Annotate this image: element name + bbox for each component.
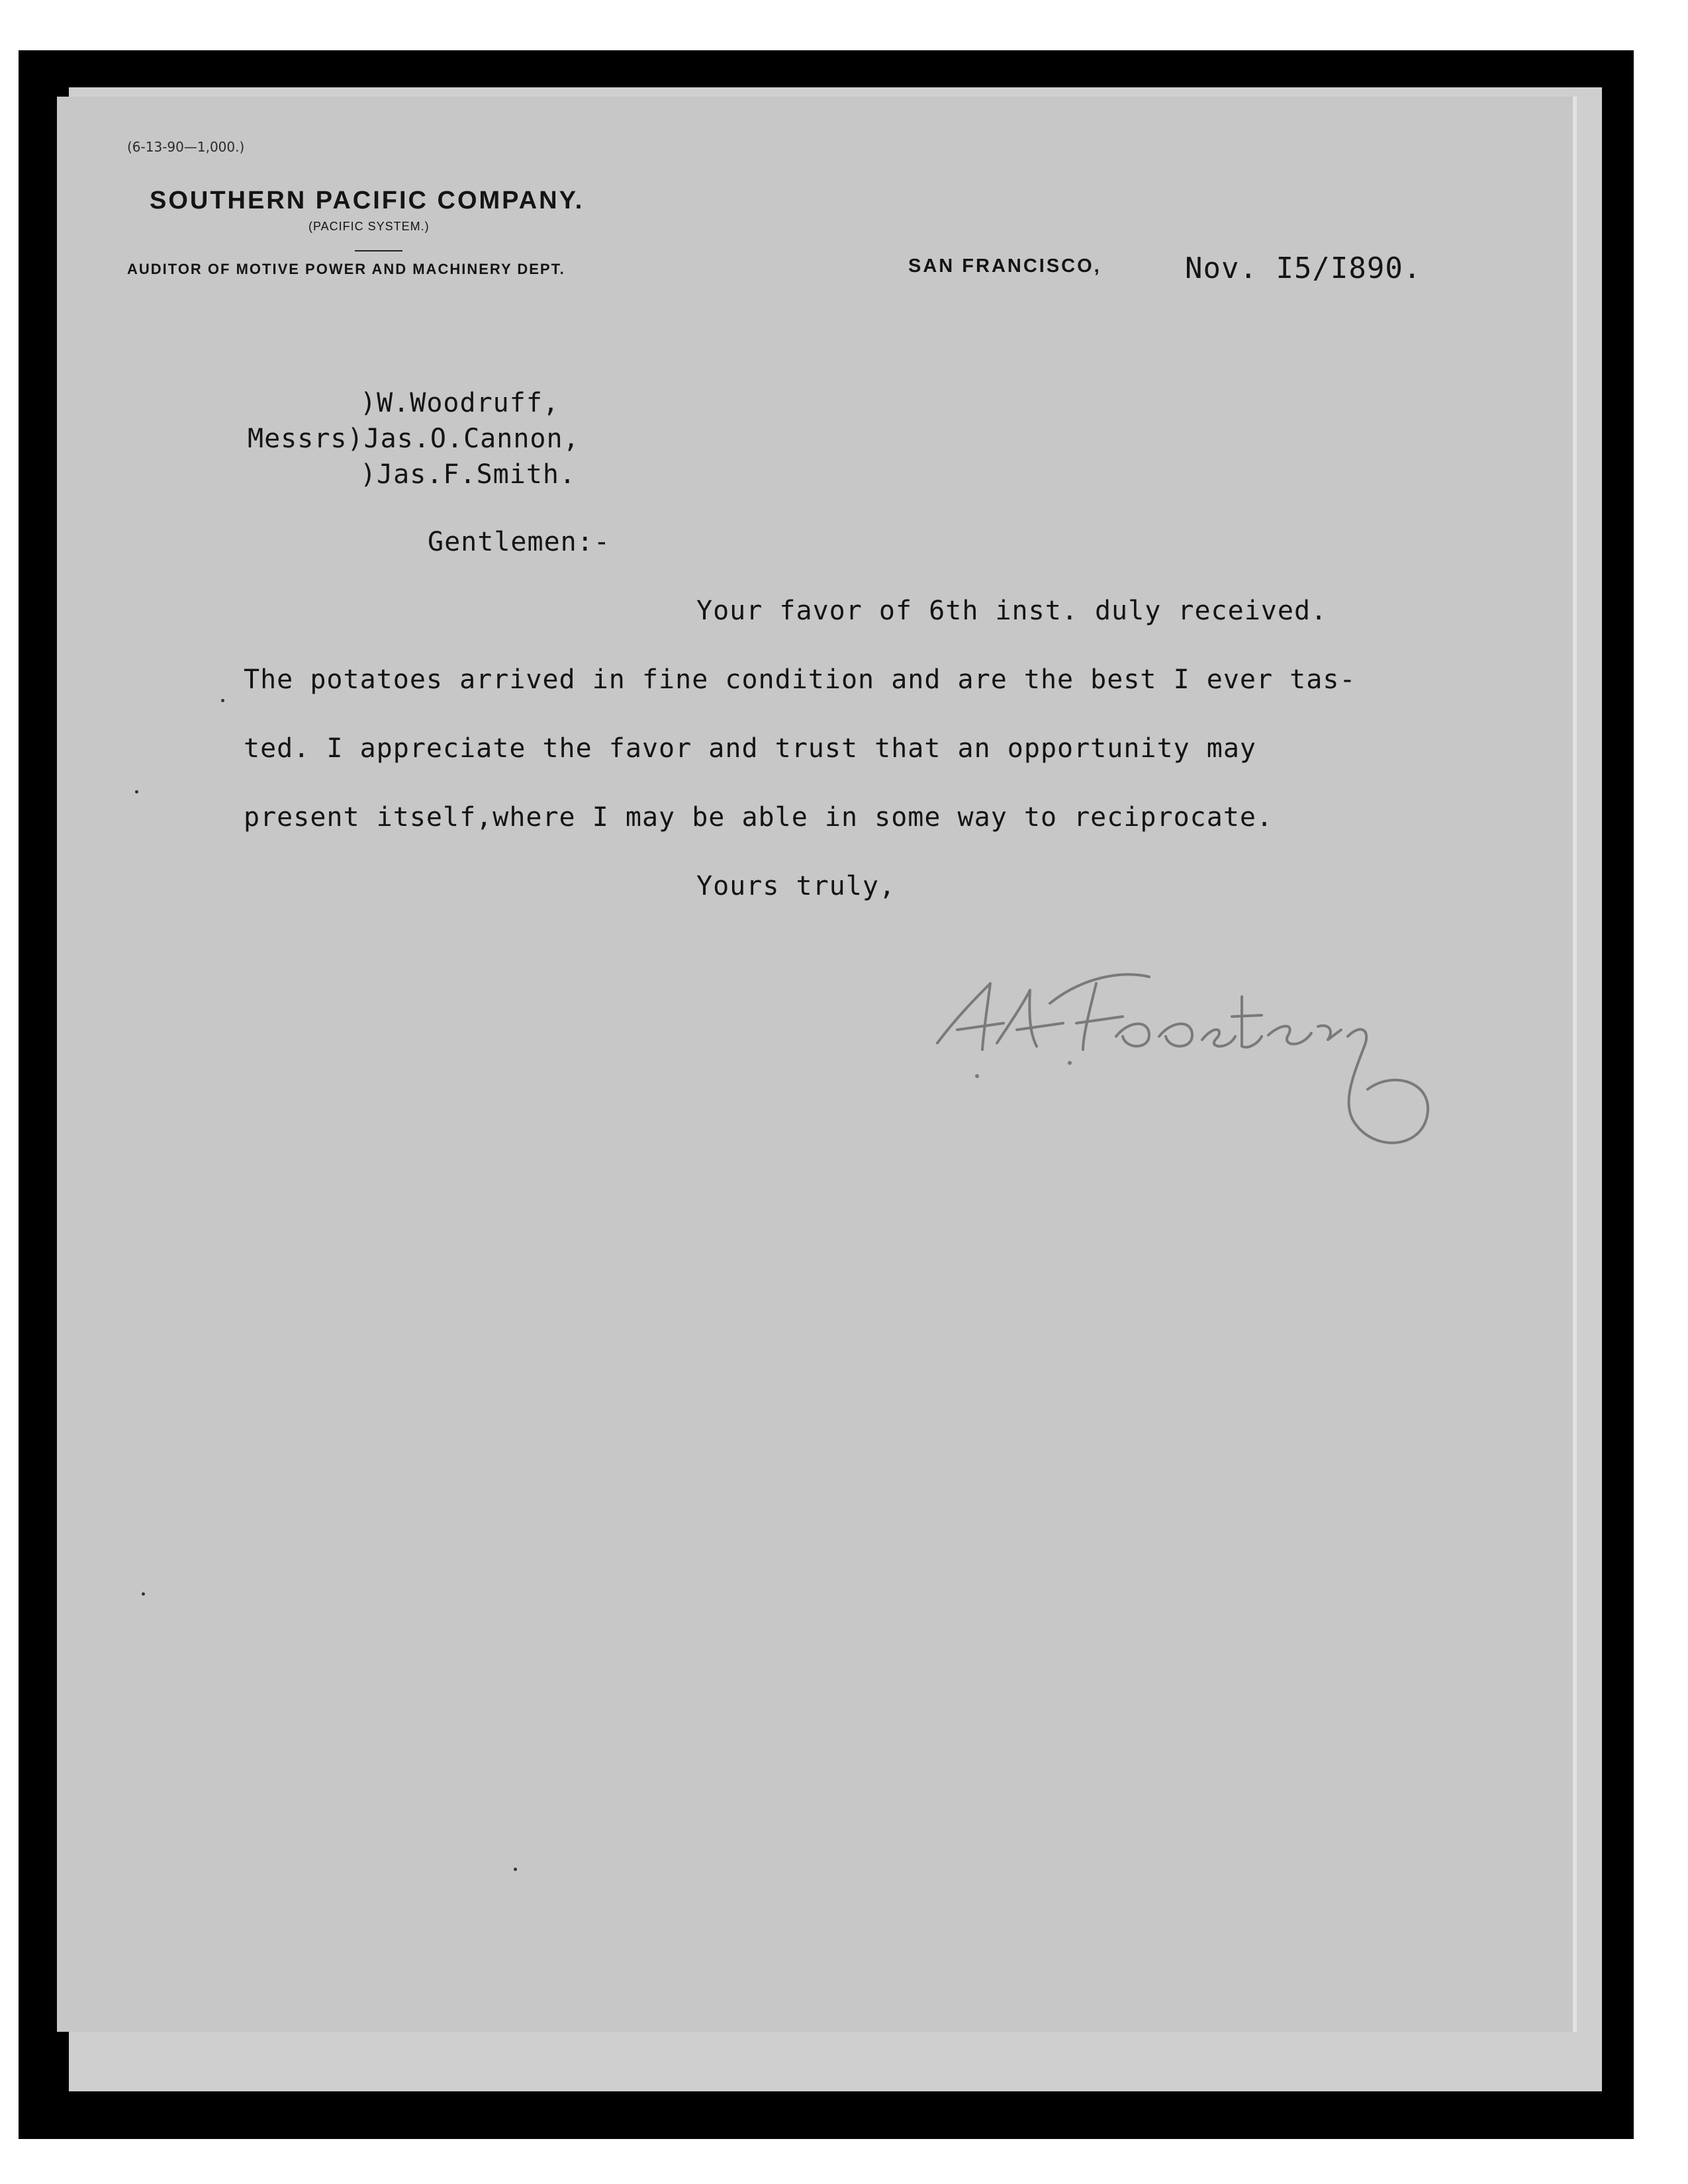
address-line: )W.Woodruff, [360,388,559,418]
department-name: AUDITOR OF MOTIVE POWER AND MACHINERY DEPT. [127,261,565,277]
speck [514,1868,517,1871]
speck [221,699,224,702]
salutation: Gentlemen:- [428,527,610,557]
address-line: )Jas.F.Smith. [360,459,577,490]
company-name: SOUTHERN PACIFIC COMPANY. [150,187,585,214]
closing: Yours truly, [696,871,896,901]
form-number: (6-13-90—1,000.) [127,139,245,155]
address-line: Messrs)Jas.O.Cannon, [248,424,580,454]
body-line: ted. I appreciate the favor and trust that an opportunity may [244,733,1257,764]
letter-page [57,97,1577,2032]
company-system: (PACIFIC SYSTEM.) [308,220,430,233]
signature [931,957,1460,1175]
body-line: Your favor of 6th inst. duly received. [696,596,1328,626]
letter-date: Nov. I5/I890. [1185,251,1422,285]
letterhead-rule [355,250,402,251]
speck [142,1592,145,1596]
body-line: The potatoes arrived in fine condition and are the best I ever tas- [244,664,1356,695]
speck [135,790,138,794]
body-line: present itself,where I may be able in some way to reciprocate. [244,802,1274,833]
city-name: SAN FRANCISCO, [908,255,1102,277]
